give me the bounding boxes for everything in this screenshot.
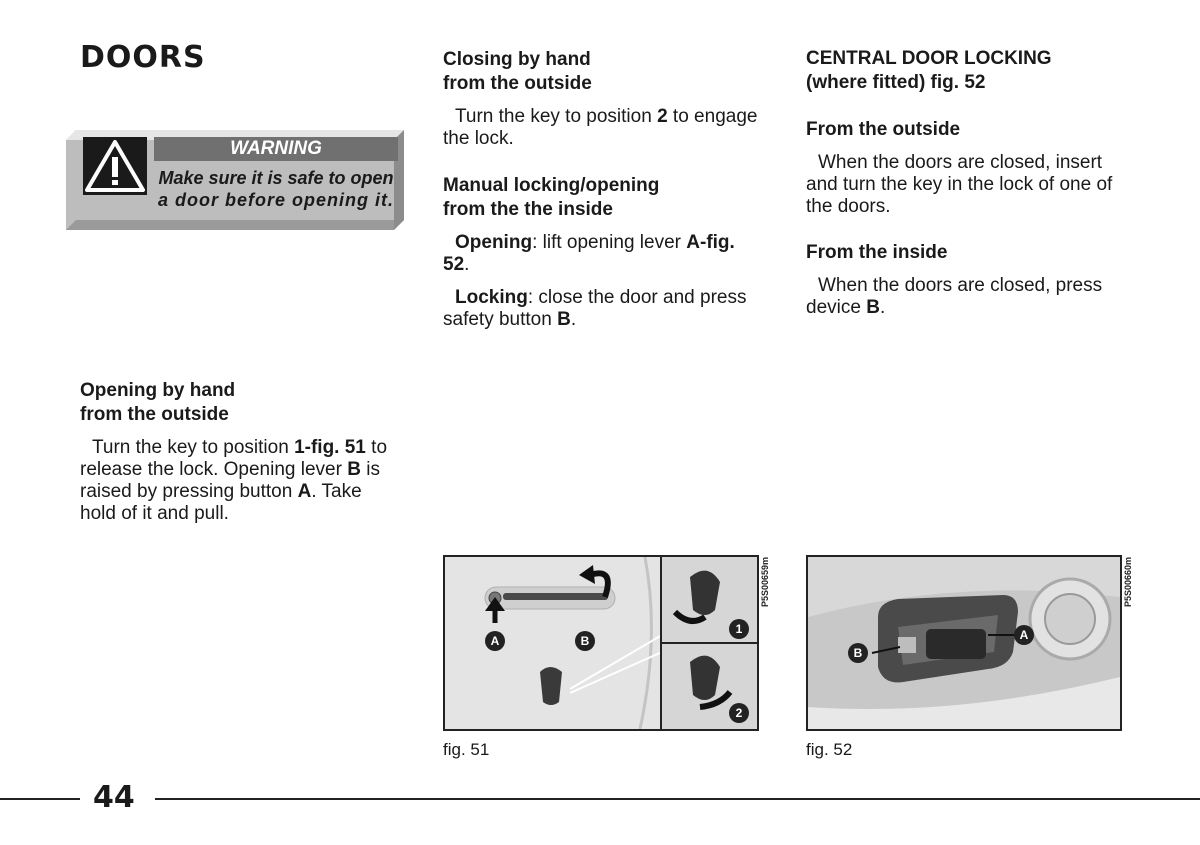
fig51-label-2: 2 bbox=[729, 703, 749, 723]
figure-52 bbox=[806, 555, 1122, 731]
column-3 bbox=[806, 47, 1122, 319]
section-heading-manual: Manual locking/opening from the the inside bbox=[443, 175, 660, 220]
footer-rule-left bbox=[0, 798, 80, 800]
fig52-code: P5S00660m bbox=[1123, 557, 1133, 608]
warning-text-line1: Make sure it is safe to open bbox=[158, 168, 394, 188]
section-heading-closing: Closing by hand from the outside bbox=[443, 49, 592, 94]
page-number: 44 bbox=[93, 780, 135, 815]
fig51-caption: fig. 51 bbox=[443, 740, 490, 759]
section-heading-central-locking: CENTRAL DOOR LOCKING (where fitted) fig. 52 bbox=[806, 48, 1052, 93]
footer-rule-right bbox=[155, 798, 1200, 800]
fig52-caption: fig. 52 bbox=[806, 740, 853, 759]
paragraph-opening: Opening: lift opening lever A-fig. 52. bbox=[443, 232, 735, 275]
section-opening-by-hand bbox=[80, 379, 396, 525]
paragraph: Turn the key to position 1-fig. 51 to release the lock. Opening lever B is raised by pressing button A. Take hold of it and pull. bbox=[80, 437, 388, 524]
paragraph-from-inside: When the doors are closed, press device B. bbox=[806, 275, 1103, 318]
warning-label: WARNING bbox=[154, 137, 398, 161]
figure-51 bbox=[443, 555, 759, 731]
paragraph-from-outside: When the doors are closed, insert and turn the key in the lock of one of the doors. bbox=[806, 152, 1113, 217]
section-heading: Opening by hand from the outside bbox=[80, 380, 236, 425]
warning-icon-box bbox=[83, 137, 147, 195]
fig52-label-a: A bbox=[1014, 625, 1034, 645]
warning-triangle-icon bbox=[83, 137, 147, 195]
column-2 bbox=[443, 48, 759, 331]
fig51-label-b: B bbox=[575, 631, 595, 651]
fig51-code: P5S00659m bbox=[760, 557, 770, 608]
section-heading-from-inside: From the inside bbox=[806, 242, 948, 263]
warning-text-line2: a door before opening it. bbox=[158, 190, 394, 210]
paragraph-closing: Turn the key to position 2 to engage the lock. bbox=[443, 106, 758, 149]
paragraph-locking: Locking: close the door and press safety button B. bbox=[443, 287, 747, 330]
fig51-label-1: 1 bbox=[729, 619, 749, 639]
warning-box bbox=[66, 130, 404, 230]
section-heading-from-outside: From the outside bbox=[806, 119, 961, 140]
fig51-label-a: A bbox=[485, 631, 505, 651]
fig52-label-b: B bbox=[848, 643, 868, 663]
page-title: DOORS bbox=[80, 40, 206, 75]
